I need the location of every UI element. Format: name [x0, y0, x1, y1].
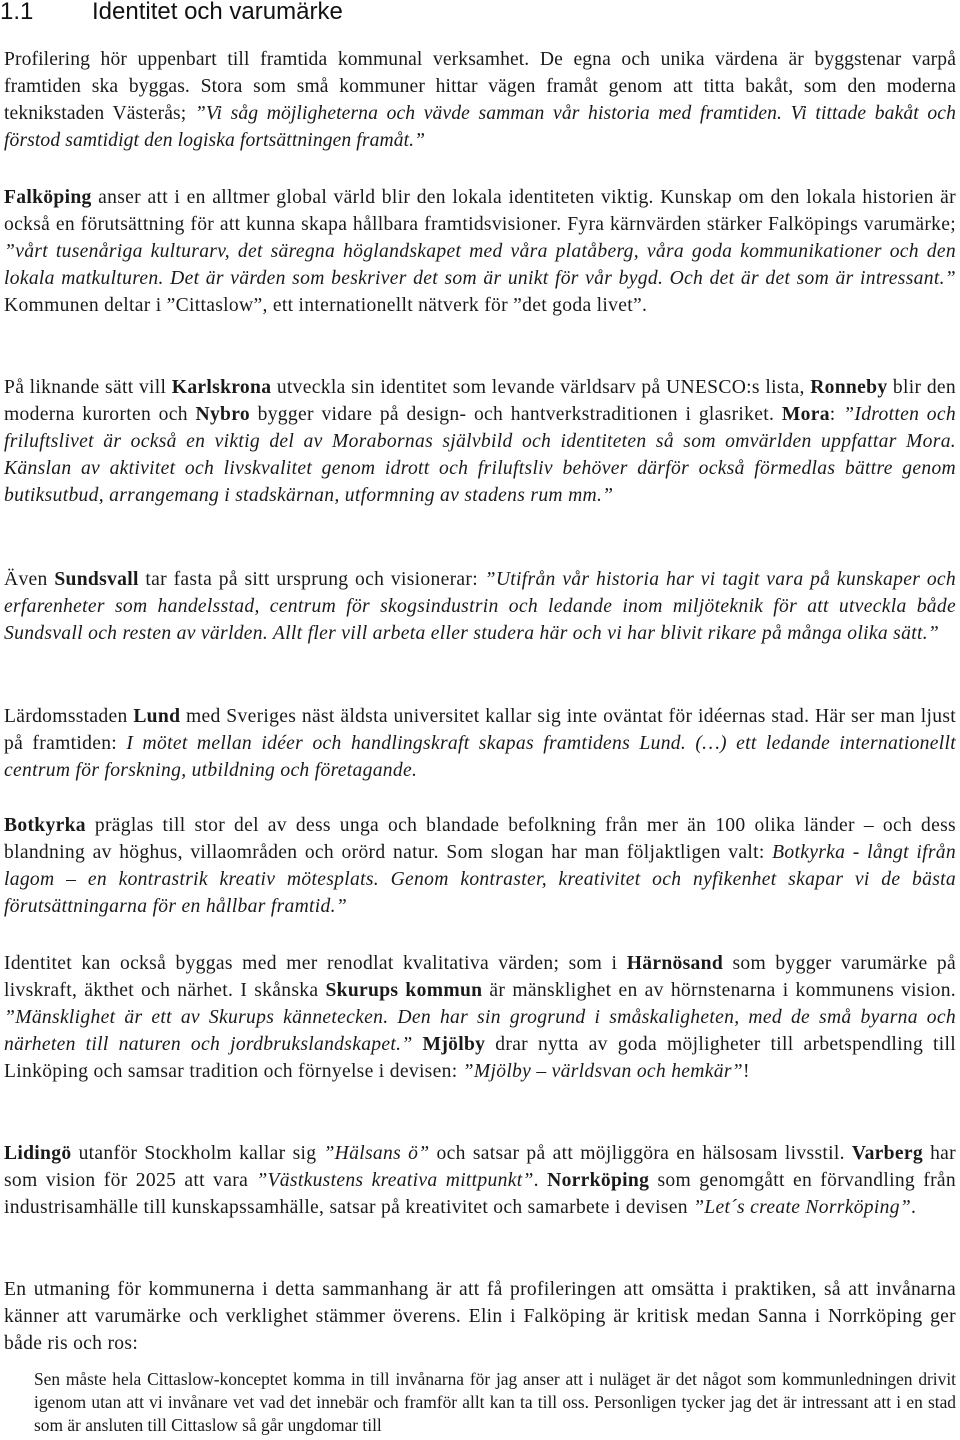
- municipality-name: Falköping: [4, 187, 92, 208]
- body-text: som genomgått en förvandling från industrisamhälle till kunskapssamhälle, satsar på kreativitet och samarbete i devisen: [4, 1170, 957, 1218]
- body-text: blir den moderna kurorten och: [4, 377, 957, 425]
- body-text: bygger vidare på design- och hantverkstraditionen i glasriket.: [249, 404, 782, 425]
- body-text: .: [533, 1170, 548, 1191]
- paragraph: [4, 1276, 956, 1357]
- paragraph: [4, 950, 956, 1085]
- paragraph: [4, 374, 956, 509]
- municipality-name: Härnösand: [626, 953, 724, 974]
- section-heading: [0, 0, 960, 30]
- paragraph: [4, 1140, 956, 1221]
- municipality-name: Sundsvall: [54, 569, 139, 590]
- quoted-text: ”Mjölby – världsvan och hemkär”: [462, 1061, 743, 1082]
- body-text: På liknande sätt vill: [4, 377, 172, 398]
- municipality-name: Lidingö: [4, 1143, 72, 1164]
- quoted-text: ”Idrotten och friluftslivet är också en viktig del av Morabornas självbild och identiteten så som omvärlden uppfattar Mora. Känslan av aktivitet och livskvalitet genom idrott och friluftsliv behöver därför också förmedlas bättre genom butiksutbud, arrangemang i stadskärnan, utformning av stadens rum mm.”: [4, 404, 956, 506]
- body-text: har som vision för 2025 att vara: [4, 1143, 957, 1191]
- body-text: En utmaning för kommunerna i detta sammanhang är att få profileringen att omsätta i praktiken, så att invånarna känner att varumärke och verklighet stämmer överens. Elin i Falköping är kritisk medan Sanna i Norrköping ger både ris och ros:: [4, 1279, 956, 1354]
- paragraph: [4, 566, 956, 647]
- paragraph: [4, 46, 956, 154]
- interview-quote: Sen måste hela Cittaslow-konceptet komma in till invånarna för jag anser att i nuläget är det något som kommunledningen drivit igenom utan att vi invånare vet vad det innebär och framför allt kan ta till oss. Personligen tycker jag det är intressant att i en stad som är ansluten till Cittaslow så går ungdomar till: [34, 1369, 956, 1435]
- municipality-name: Skurups kommun: [325, 980, 483, 1001]
- body-text: tar fasta på sitt ursprung och visionerar:: [138, 569, 485, 590]
- municipality-name: Botkyrka: [4, 815, 86, 836]
- body-text: är mänsklighet en av hörnstenarna i kommunens vision.: [482, 980, 956, 1001]
- municipality-name: Lund: [133, 706, 181, 727]
- body-text: präglas till stor del av dess unga och blandade befolkning från mer än 100 olika länder – och dess blandning av höghus, villaområden och orörd natur. Som slogan har man följaktligen valt:: [4, 815, 956, 863]
- body-text: anser att i en alltmer global värld blir den lokala identiteten viktig. Kunskap om den lokala historien är också en förutsättning för att kunna skapa hållbara framtidsvisioner. Fyra kärnvärden stärker Falköpings varumärke;: [4, 187, 956, 235]
- body-text: Profilering hör uppenbart till framtida kommunal verksamhet. De egna och unika värdena är byggstenar varpå framtiden ska byggas. Stora som små kommuner hittar vägen framåt genom att titta bakåt, som den moderna teknikstaden Västerås;: [4, 49, 956, 124]
- quoted-text: ”Vi såg möjligheterna och vävde samman vår historia med framtiden. Vi tittade bakåt och förstod samtidigt den logiska fortsättningen framåt.”: [4, 103, 956, 151]
- body-text: som bygger varumärke på livskraft, äkthet och närhet. I skånska: [4, 953, 956, 1001]
- municipality-name: Norrköping: [547, 1170, 650, 1191]
- section-number: 1.1: [0, 0, 34, 25]
- section-title: Identitet och varumärke: [92, 0, 343, 25]
- body-text: Även: [4, 569, 55, 590]
- body-text: Identitet kan också byggas med mer renodlat kvalitativa värden; som i: [4, 953, 627, 974]
- body-text: drar nytta av goda möjligheter till arbetspendling till Linköping och samsar tradition och förnyelse i devisen:: [4, 1034, 956, 1082]
- municipality-name: Ronneby: [810, 377, 888, 398]
- quoted-text: ”Hälsans ö”: [323, 1143, 430, 1164]
- quoted-text: ”Let´s create Norrköping”: [693, 1197, 912, 1218]
- municipality-name: Varberg: [851, 1143, 923, 1164]
- body-text: [413, 1034, 423, 1055]
- body-text: :: [829, 404, 844, 425]
- quoted-text: ”Utifrån vår historia har vi tagit vara på kunskaper och erfarenheter som handelsstad, centrum för skogsindustrin och ledande inom miljöteknik för att utveckla både Sundsvall och resten av världen. Allt fler vill arbeta eller studera här och vi har blivit rikare på många olika sätt.”: [4, 569, 957, 644]
- body-text: Kommunen deltar i ”Cittaslow”, ett internationellt nätverk för ”det goda livet”.: [4, 295, 648, 316]
- municipality-name: Mora: [781, 404, 830, 425]
- municipality-name: Mjölby: [422, 1034, 486, 1055]
- quoted-text: I mötet mellan idéer och handlingskraft skapas framtidens Lund. (…) ett ledande internationellt centrum för forskning, utbildning och företagande.: [4, 733, 957, 781]
- body-text: med Sveriges näst äldsta universitet kallar sig inte oväntat för idéernas stad. Här ser man ljust på framtiden:: [4, 706, 956, 754]
- municipality-name: Nybro: [195, 404, 250, 425]
- quoted-text: Botkyrka - långt ifrån lagom – en kontrastrik kreativ mötesplats. Genom kontraster, kreativitet och nyfikenhet skapar vi de bästa förutsättningarna för en hållbar framtid.”: [4, 842, 956, 917]
- body-text: och satsar på att möjliggöra en hälsosam livsstil.: [429, 1143, 852, 1164]
- municipality-name: Karlskrona: [171, 377, 272, 398]
- body-text: utanför Stockholm kallar sig: [71, 1143, 324, 1164]
- paragraph: [4, 703, 956, 784]
- quoted-text: ”Mänsklighet är ett av Skurups kännetecken. Den har sin grogrund i småskaligheten, med de små byarna och närheten till naturen och jordbrukslandskapet.”: [4, 1007, 956, 1055]
- paragraph: [4, 184, 956, 319]
- body-text: !: [742, 1061, 750, 1082]
- quoted-text: ”Västkustens kreativa mittpunkt”: [256, 1170, 534, 1191]
- body-text: utveckla sin identitet som levande världsarv på UNESCO:s lista,: [271, 377, 811, 398]
- body-text: .: [911, 1197, 917, 1218]
- quoted-text: ”vårt tusenåriga kulturarv, det säregna höglandskapet med våra platåberg, våra goda kommunikationer och den lokala matkulturen. Det är värden som beskriver det som är unikt för vår bygd. Och det är det som är intressant.”: [4, 241, 956, 289]
- paragraph: [4, 812, 956, 920]
- body-text: Lärdomsstaden: [4, 706, 134, 727]
